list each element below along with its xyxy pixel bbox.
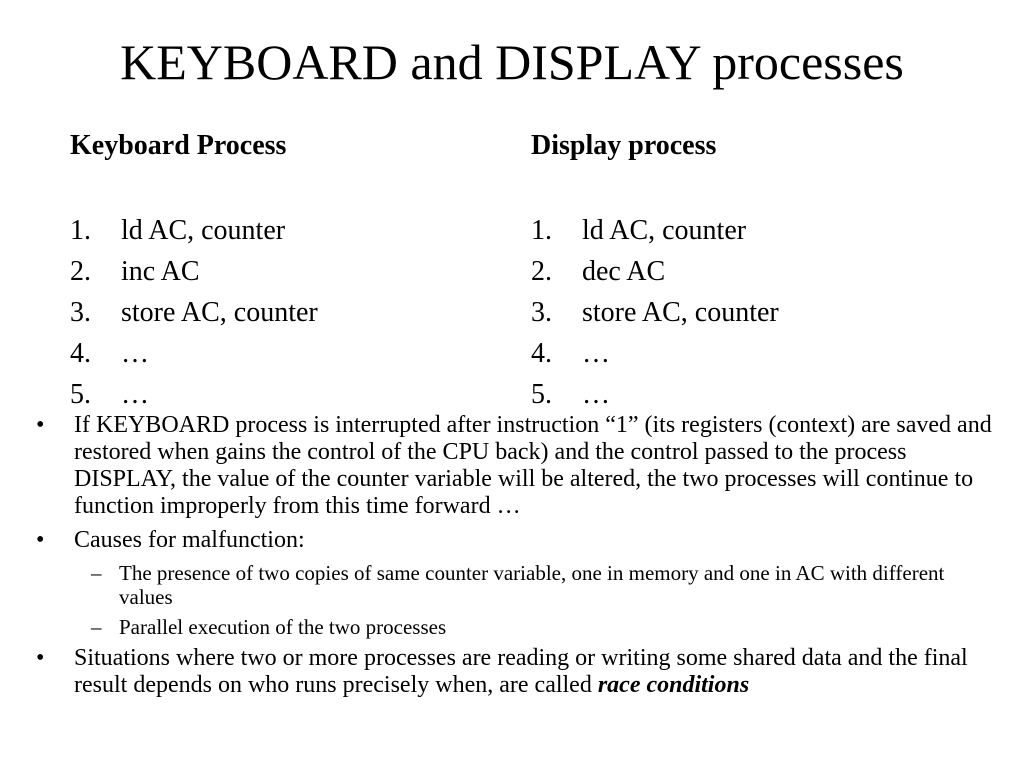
keyboard-step bbox=[70, 292, 318, 333]
bullet-text: Situations where two or more processes are reading or writing some shared data and the final result depends on who runs precisely when, are called bbox=[74, 645, 968, 698]
race-conditions-term: race conditions bbox=[597, 672, 750, 698]
display-step bbox=[531, 251, 779, 292]
keyboard-step bbox=[70, 251, 318, 292]
step-text: dec AC bbox=[582, 256, 666, 287]
bullet-text: If KEYBOARD process is interrupted after instruction “1” (its registers (context) are saved and restored when gains the control of the CPU back) and the control passed to the process DISPLAY, the value of the counter variable will be altered, the two processes will continue to function improperly from this time forward … bbox=[74, 412, 992, 519]
dash-icon: – bbox=[91, 615, 102, 639]
step-text: ld AC, counter bbox=[582, 215, 747, 246]
step-number: 5. bbox=[70, 379, 91, 410]
keyboard-step bbox=[70, 374, 318, 415]
sub-bullet-text: Parallel execution of the two processes bbox=[119, 615, 447, 639]
bullet-interruption bbox=[36, 412, 996, 520]
display-step bbox=[531, 292, 779, 333]
step-number: 2. bbox=[70, 256, 91, 287]
sub-bullet-text: The presence of two copies of same counter variable, one in memory and one in AC with different values bbox=[119, 561, 945, 609]
step-text: … bbox=[121, 379, 149, 410]
step-number: 4. bbox=[531, 338, 552, 369]
step-text: ld AC, counter bbox=[121, 215, 286, 246]
bullet-text: Causes for malfunction: bbox=[74, 527, 305, 553]
step-text: … bbox=[121, 338, 149, 369]
display-process-heading: Display process bbox=[531, 130, 717, 161]
step-number: 2. bbox=[531, 256, 552, 287]
step-text: … bbox=[582, 338, 610, 369]
bullet-icon: • bbox=[36, 645, 45, 671]
step-number: 3. bbox=[70, 297, 91, 328]
bullet-icon: • bbox=[36, 527, 45, 553]
step-text: … bbox=[582, 379, 610, 410]
step-number: 1. bbox=[531, 215, 552, 246]
keyboard-process-column bbox=[70, 128, 318, 415]
display-step bbox=[531, 374, 779, 415]
step-text: store AC, counter bbox=[582, 297, 779, 328]
step-number: 1. bbox=[70, 215, 91, 246]
sub-bullet-copies bbox=[36, 561, 996, 609]
bullet-causes bbox=[36, 527, 996, 554]
display-step bbox=[531, 333, 779, 374]
keyboard-step bbox=[70, 333, 318, 374]
bullet-icon: • bbox=[36, 412, 45, 438]
keyboard-step bbox=[70, 210, 318, 251]
display-process-column bbox=[531, 128, 779, 415]
step-number: 4. bbox=[70, 338, 91, 369]
step-number: 3. bbox=[531, 297, 552, 328]
sub-bullet-parallel bbox=[36, 615, 996, 639]
keyboard-process-heading: Keyboard Process bbox=[70, 130, 287, 161]
step-text: store AC, counter bbox=[121, 297, 318, 328]
step-number: 5. bbox=[531, 379, 552, 410]
bullet-list bbox=[36, 412, 996, 706]
step-text: inc AC bbox=[121, 256, 200, 287]
dash-icon: – bbox=[91, 561, 102, 585]
display-step bbox=[531, 210, 779, 251]
bullet-race-conditions bbox=[36, 645, 996, 699]
slide-title: KEYBOARD and DISPLAY processes bbox=[120, 34, 904, 90]
